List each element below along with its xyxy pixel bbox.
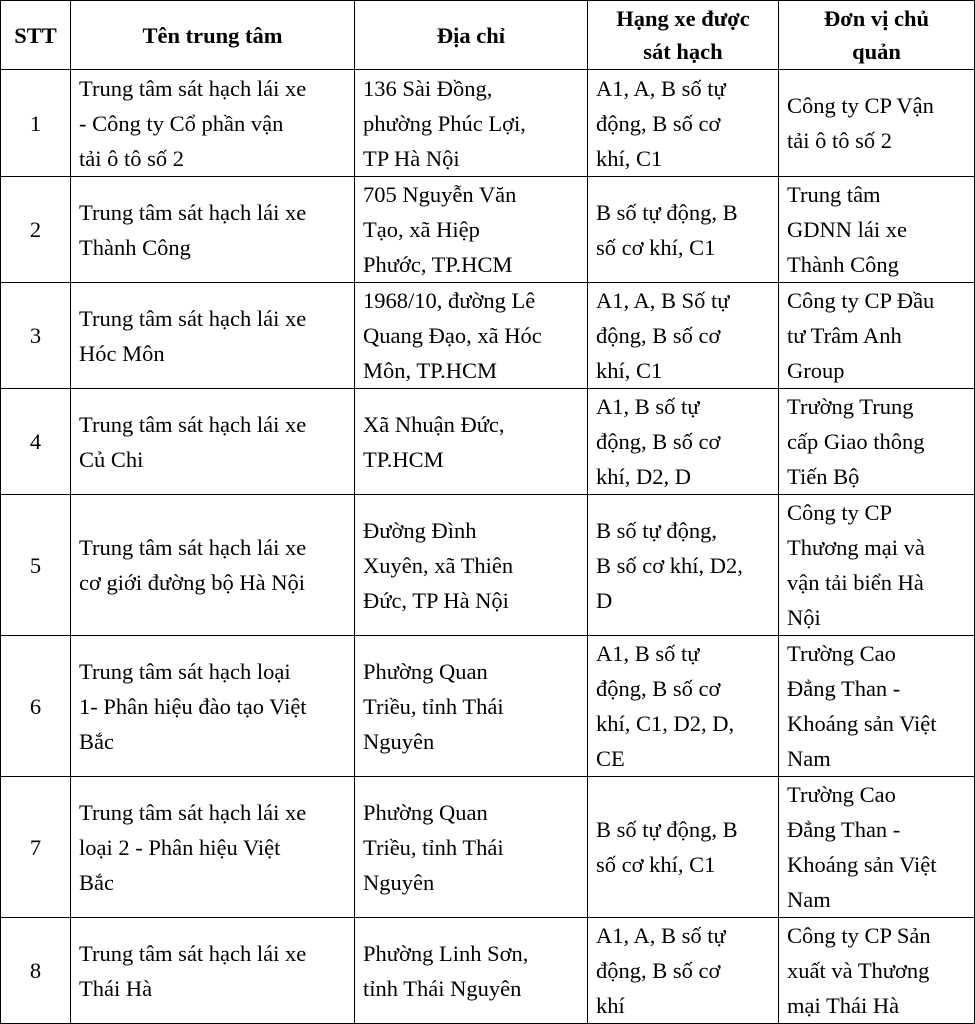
row-stt: 4 [1, 389, 71, 495]
row-vehicle-class: A1, A, B số tự động, B số cơ khí, C1 [588, 70, 779, 177]
row-vehicle-class: B số tự động, B số cơ khí, C1 [588, 777, 779, 918]
row-vehicle-class: A1, B số tự động, B số cơ khí, D2, D [588, 389, 779, 495]
row-center-name: Trung tâm sát hạch lái xe Thành Công [71, 177, 355, 283]
header-owner-unit: Đơn vị chủ quản [779, 1, 975, 70]
table-header-row [1, 1, 975, 70]
row-owner-unit: Trường Cao Đẳng Than - Khoáng sản Việt Nam [779, 777, 975, 918]
row-vehicle-class: B số tự động, B số cơ khí, C1 [588, 177, 779, 283]
row-owner-unit: Công ty CP Đầu tư Trâm Anh Group [779, 283, 975, 389]
row-address: Đường Đình Xuyên, xã Thiên Đức, TP Hà Nội [355, 495, 588, 636]
row-vehicle-class: A1, A, B số tự động, B số cơ khí [588, 918, 779, 1024]
row-center-name: Trung tâm sát hạch lái xe Củ Chi [71, 389, 355, 495]
table-row [1, 70, 975, 177]
row-address: 1968/10, đường Lê Quang Đạo, xã Hóc Môn, TP.HCM [355, 283, 588, 389]
header-vehicle-class: Hạng xe được sát hạch [588, 1, 779, 70]
row-center-name: Trung tâm sát hạch lái xe loại 2 - Phân hiệu Việt Bắc [71, 777, 355, 918]
row-center-name: Trung tâm sát hạch lái xe Thái Hà [71, 918, 355, 1024]
row-center-name: Trung tâm sát hạch lái xe Hóc Môn [71, 283, 355, 389]
table-row [1, 177, 975, 283]
row-owner-unit: Trường Trung cấp Giao thông Tiến Bộ [779, 389, 975, 495]
row-address: Phường Linh Sơn, tỉnh Thái Nguyên [355, 918, 588, 1024]
table-row [1, 283, 975, 389]
header-stt: STT [1, 1, 71, 70]
row-stt: 8 [1, 918, 71, 1024]
header-address: Địa chỉ [355, 1, 588, 70]
row-owner-unit: Công ty CP Sản xuất và Thương mại Thái Hà [779, 918, 975, 1024]
row-vehicle-class: B số tự động, B số cơ khí, D2, D [588, 495, 779, 636]
row-owner-unit: Trung tâm GDNN lái xe Thành Công [779, 177, 975, 283]
row-center-name: Trung tâm sát hạch loại 1- Phân hiệu đào tạo Việt Bắc [71, 636, 355, 777]
table-row [1, 389, 975, 495]
row-center-name: Trung tâm sát hạch lái xe cơ giới đường bộ Hà Nội [71, 495, 355, 636]
row-address: Phường Quan Triều, tỉnh Thái Nguyên [355, 636, 588, 777]
row-stt: 5 [1, 495, 71, 636]
row-stt: 3 [1, 283, 71, 389]
row-address: 705 Nguyễn Văn Tạo, xã Hiệp Phước, TP.HCM [355, 177, 588, 283]
row-address: 136 Sài Đồng, phường Phúc Lợi, TP Hà Nội [355, 70, 588, 177]
table-row [1, 918, 975, 1024]
row-owner-unit: Công ty CP Vận tải ô tô số 2 [779, 70, 975, 177]
row-stt: 6 [1, 636, 71, 777]
row-owner-unit: Công ty CP Thương mại và vận tải biển Hà Nội [779, 495, 975, 636]
row-stt: 1 [1, 70, 71, 177]
row-vehicle-class: A1, B số tự động, B số cơ khí, C1, D2, D, CE [588, 636, 779, 777]
row-address: Phường Quan Triều, tỉnh Thái Nguyên [355, 777, 588, 918]
table-row [1, 636, 975, 777]
row-vehicle-class: A1, A, B Số tự động, B số cơ khí, C1 [588, 283, 779, 389]
row-stt: 2 [1, 177, 71, 283]
header-center-name: Tên trung tâm [71, 1, 355, 70]
table-row [1, 495, 975, 636]
row-address: Xã Nhuận Đức, TP.HCM [355, 389, 588, 495]
table-row [1, 777, 975, 918]
row-stt: 7 [1, 777, 71, 918]
row-owner-unit: Trường Cao Đẳng Than - Khoáng sản Việt Nam [779, 636, 975, 777]
row-center-name: Trung tâm sát hạch lái xe - Công ty Cổ phần vận tải ô tô số 2 [71, 70, 355, 177]
